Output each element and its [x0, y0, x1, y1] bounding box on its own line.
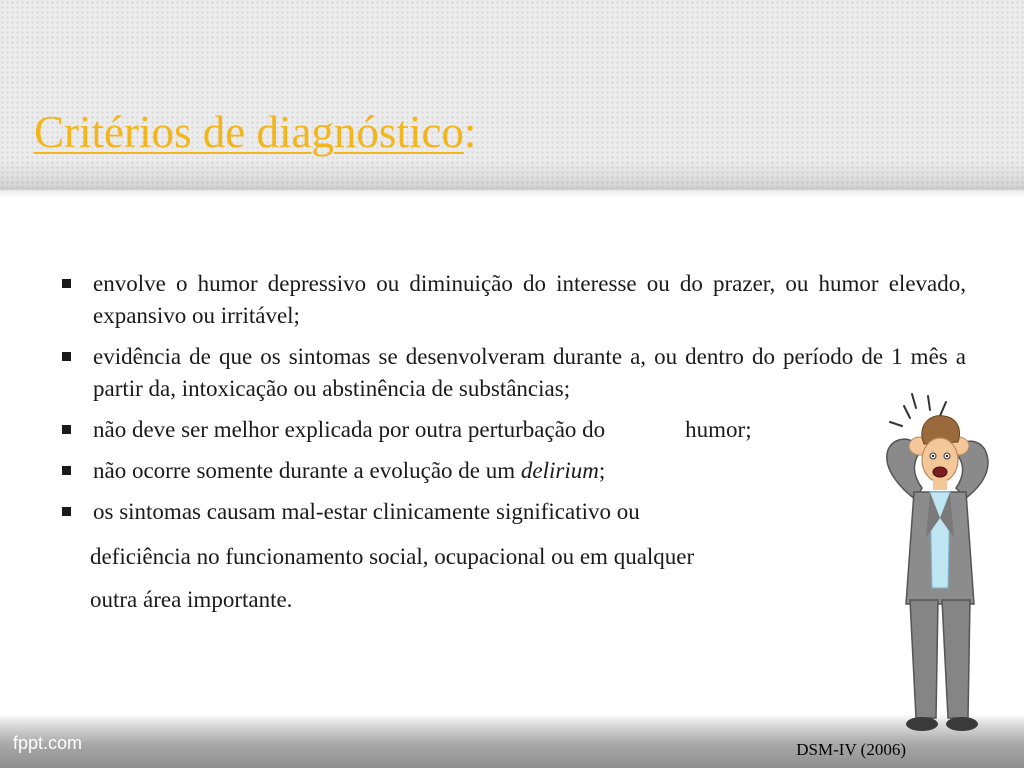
- bullet-square-icon: [62, 279, 71, 288]
- list-item-text-end: ;: [598, 458, 606, 483]
- footer-brand: fppt.com: [13, 733, 83, 753]
- bullet-square-icon: [62, 425, 71, 434]
- list-item: [62, 414, 966, 446]
- bullet-square-icon: [62, 466, 71, 475]
- source-citation: DSM-IV (2006): [796, 740, 906, 759]
- list-item: [62, 455, 966, 487]
- header-shade: [0, 160, 1024, 190]
- bullet-square-icon: [62, 352, 71, 361]
- list-item: [62, 268, 966, 332]
- header-divider: [0, 188, 1024, 198]
- list-item-text: evidência de que os sintomas se desenvolveram durante a, ou dentro do período de 1 mês a partir da, intoxicação ou abstinência de substâncias;: [93, 344, 966, 401]
- slide-title-colon: :: [463, 107, 477, 157]
- continuation-line: deficiência no funcionamento social, ocupacional ou em qualquer: [90, 544, 695, 569]
- list-item: [62, 341, 966, 405]
- list-item-emphasis: delirium: [520, 458, 599, 483]
- criteria-list: [62, 268, 966, 537]
- slide-title: [34, 107, 477, 157]
- stressed-man-icon: [870, 388, 1024, 740]
- list-item: [62, 496, 966, 528]
- continuation-line: outra área importante.: [90, 587, 293, 612]
- bullet-square-icon: [62, 507, 71, 516]
- list-item-text: os sintomas causam mal-estar clinicamente significativo ou: [93, 499, 640, 524]
- list-item-text-end: humor;: [685, 417, 752, 442]
- list-item-text: não ocorre somente durante a evolução de um: [93, 458, 521, 483]
- list-item-text: envolve o humor depressivo ou diminuição do interesse ou do prazer, ou humor elevado, expansivo ou irritável;: [93, 271, 966, 328]
- slide-title-link[interactable]: Critérios de diagnóstico: [34, 107, 464, 157]
- list-item-text: não deve ser melhor explicada por outra perturbação do: [93, 417, 606, 442]
